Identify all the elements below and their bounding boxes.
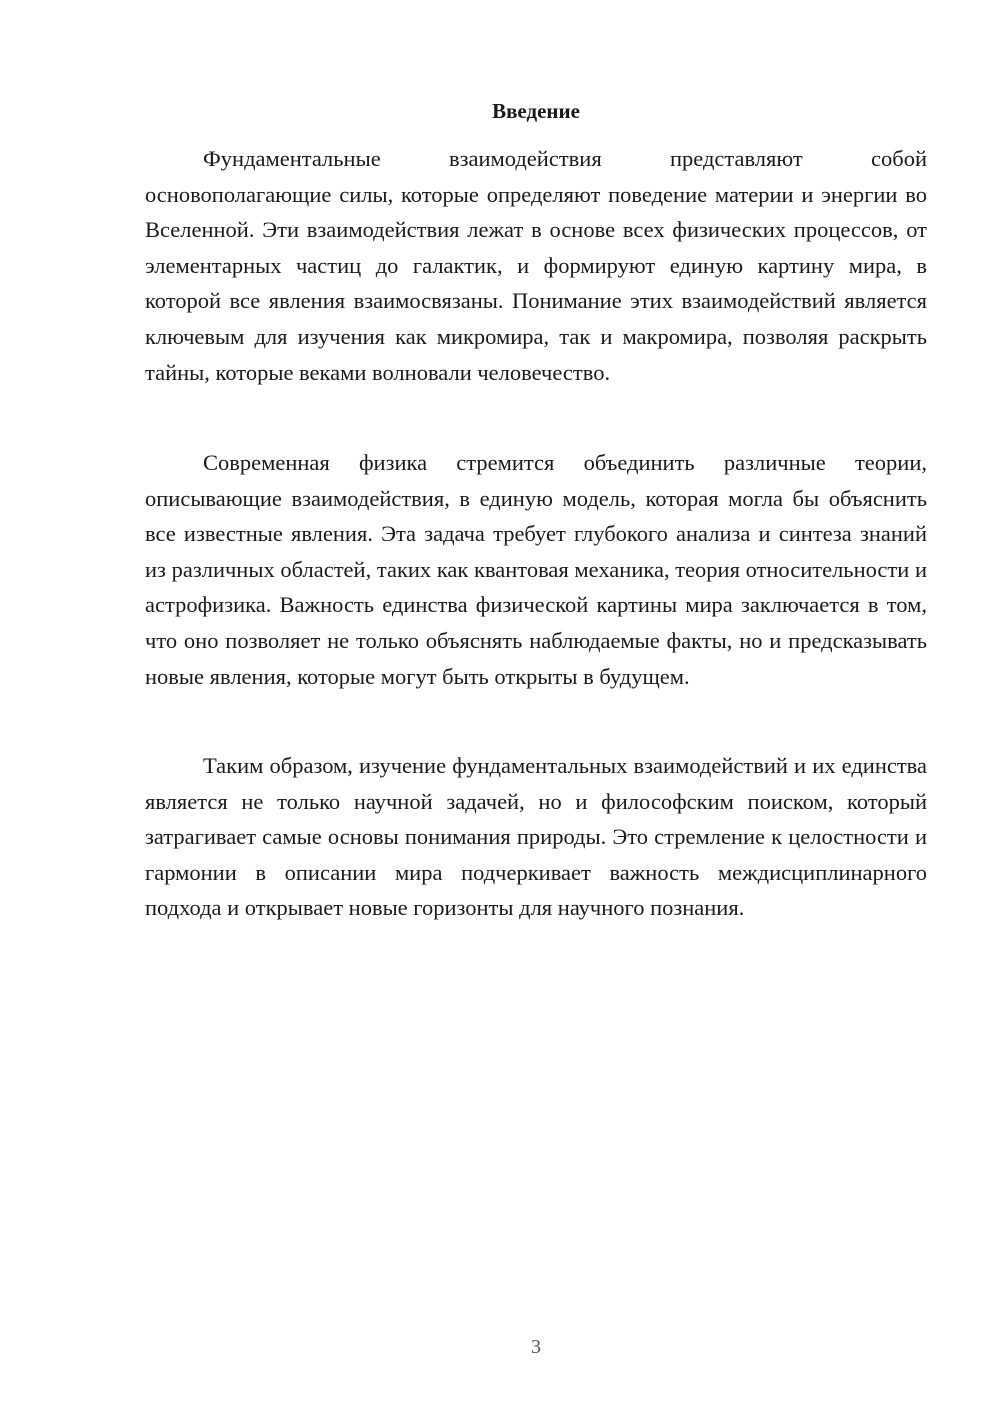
paragraph-block-1 bbox=[145, 141, 927, 410]
paragraph-block-3 bbox=[145, 748, 927, 946]
paragraph-3: Таким образом, изучение фундаментальных взаимодействий и их единства является не только научной задачей, но и философским поиском, который затрагивает самые основы понимания природы. Это стремление к целостности и гармонии в описании мира подчеркивает важность междисциплинарного подхода и открывает новые горизонты для научного познания. bbox=[145, 753, 927, 921]
paragraph-1: Фундаментальные взаимодействия представляют собой основополагающие силы, которые определяют поведение материи и энергии во Вселенной. Эти взаимодействия лежат в основе всех физических процессов, от элементарных частиц до галактик, и формируют единую картину мира, в которой все явления взаимосвязаны. Понимание этих взаимодействий является ключевым для изучения как микромира, так и макромира, позволяя раскрыть тайны, которые веками волновали человечество. bbox=[145, 146, 927, 385]
page-number: 3 bbox=[531, 1336, 541, 1358]
paragraph-2: Современная физика стремится объединить различные теории, описывающие взаимодействия, в единую модель, которая могла бы объяснить все известные явления. Эта задача требует глубокого анализа и синтеза знаний из различных областей, таких как квантовая механика, теория относительности и астрофизика. Важность единства физической картины мира заключается в том, что оно позволяет не только объяснять наблюдаемые факты, но и предсказывать новые явления, которые могут быть открыты в будущем. bbox=[145, 450, 927, 689]
section-title: Введение bbox=[492, 99, 580, 123]
paragraph-block-2 bbox=[145, 445, 927, 714]
